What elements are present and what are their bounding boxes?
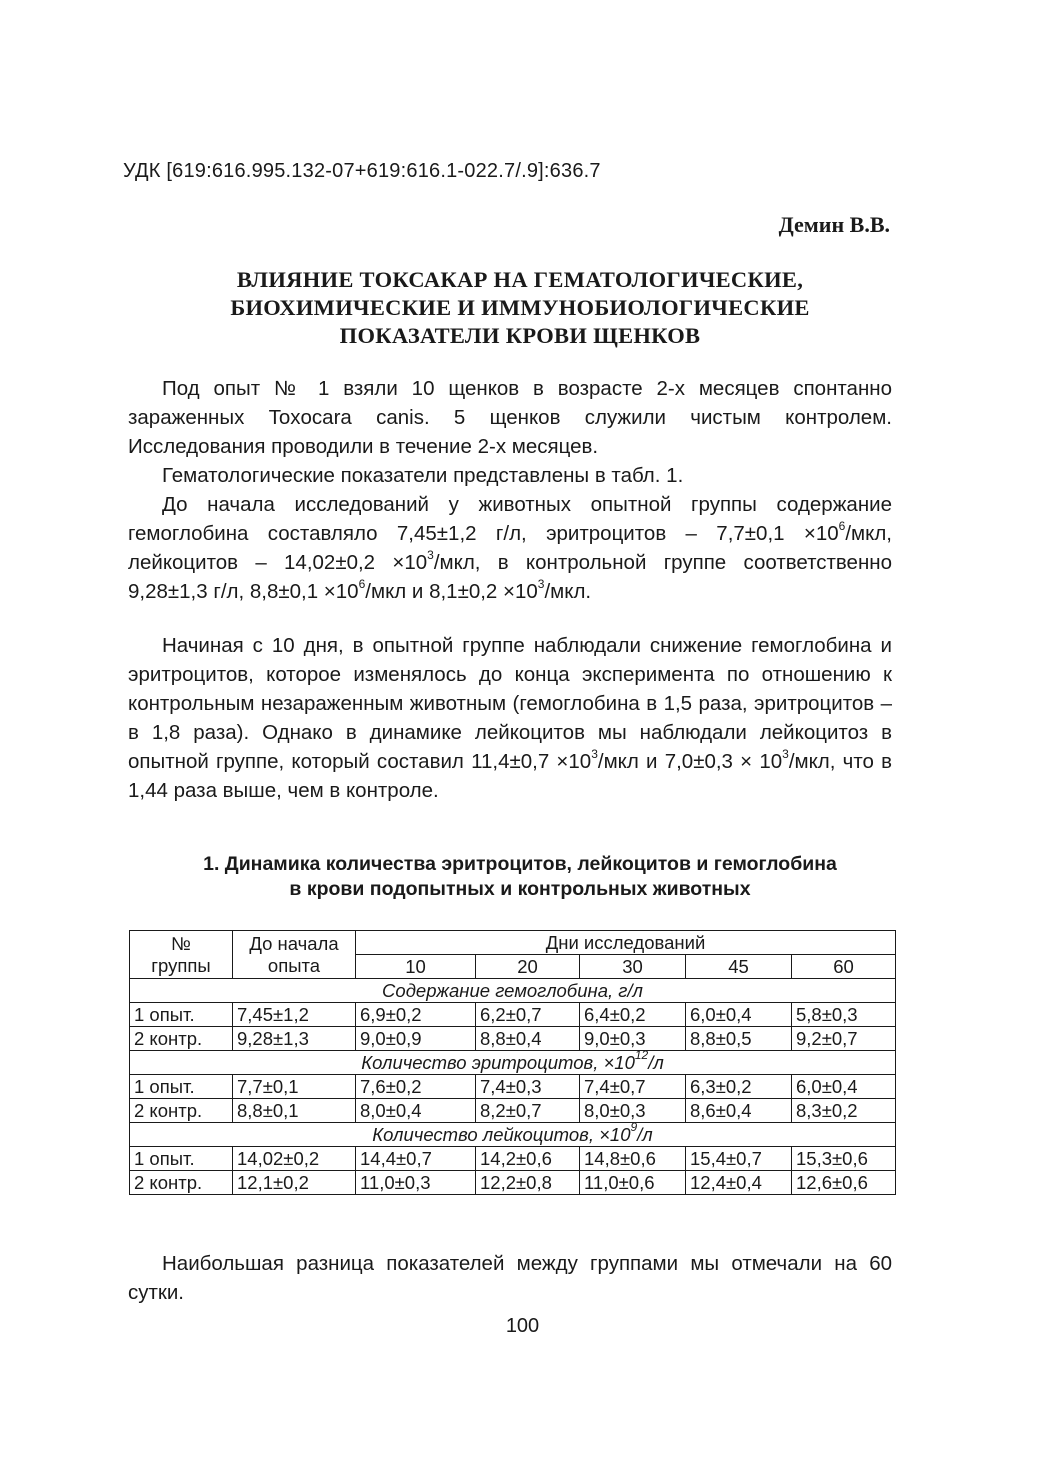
day-header: 60 <box>792 955 896 979</box>
table-header-row <box>130 931 896 955</box>
section-row <box>130 1051 896 1075</box>
value-cell: 9,28±1,3 <box>233 1027 356 1051</box>
section-title-unit: /л <box>648 1051 664 1073</box>
value-cell: 8,3±0,2 <box>792 1099 896 1123</box>
value-cell: 8,0±0,3 <box>580 1099 686 1123</box>
value-cell: 8,8±0,1 <box>233 1099 356 1123</box>
value-cell: 11,0±0,6 <box>580 1171 686 1195</box>
value-cell: 9,0±0,9 <box>356 1027 476 1051</box>
value-cell: 12,1±0,2 <box>233 1171 356 1195</box>
table-body <box>130 979 896 1195</box>
group-cell: 1 опыт. <box>130 1075 233 1099</box>
table-row <box>130 1075 896 1099</box>
value-cell: 8,6±0,4 <box>686 1099 792 1123</box>
value-cell: 6,4±0,2 <box>580 1003 686 1027</box>
section-title-text: Количество лейкоцитов, ×10 <box>372 1123 631 1145</box>
header-days: Дни исследований <box>356 931 896 955</box>
header-text: опыта <box>267 954 321 976</box>
paragraph-3 <box>128 490 892 606</box>
day-header: 20 <box>476 955 580 979</box>
header-text: № <box>171 932 191 954</box>
header-text: До начала <box>249 932 339 954</box>
superscript: 9 <box>630 1120 638 1135</box>
section-title <box>130 979 896 1003</box>
caption-line: 1. Динамика количества эритроцитов, лейкоцитов и гемоглобина <box>203 853 837 875</box>
header-text: группы <box>151 954 211 976</box>
value-cell: 11,0±0,3 <box>356 1171 476 1195</box>
caption-line: в крови подопытных и контрольных животных <box>289 878 751 900</box>
paragraph-4 <box>128 631 892 805</box>
table-row <box>130 1099 896 1123</box>
blood-indices-table <box>129 930 896 1195</box>
section-title <box>130 1048 896 1075</box>
section-title-text: Количество эритроцитов, ×10 <box>361 1051 635 1073</box>
results-text <box>128 631 892 805</box>
section-row <box>130 979 896 1003</box>
superscript: 3 <box>591 747 598 762</box>
value-cell: 9,2±0,7 <box>792 1027 896 1051</box>
text-run: /мкл и 8,1±0,2 ×10 <box>365 580 538 603</box>
title-line: ВЛИЯНИЕ ТОКСАКАР НА ГЕМАТОЛОГИЧЕСКИЕ, <box>236 267 804 292</box>
conclusion-text <box>128 1249 892 1307</box>
value-cell: 7,4±0,3 <box>476 1075 580 1099</box>
superscript: 6 <box>838 519 846 534</box>
superscript: 3 <box>782 747 789 762</box>
paragraph-1: Под опыт № 1 взяли 10 щенков в возрасте 2-х месяцев спонтанно зараженных Toxocara canis. 5 щенков служили чистым контролем. Исследования проводили в течение 2-х месяцев. <box>128 377 892 458</box>
value-cell: 7,45±1,2 <box>233 1003 356 1027</box>
paragraph-5: Наибольшая разница показателей между группами мы отмечали на 60 сутки. <box>128 1252 892 1304</box>
value-cell: 12,4±0,4 <box>686 1171 792 1195</box>
table-row <box>130 1171 896 1195</box>
title-line: ПОКАЗАТЕЛИ КРОВИ ЩЕНКОВ <box>339 323 701 348</box>
header-group-no <box>130 931 233 979</box>
value-cell: 14,8±0,6 <box>580 1147 686 1171</box>
value-cell: 8,0±0,4 <box>356 1099 476 1123</box>
table-row <box>130 1003 896 1027</box>
day-header: 10 <box>356 955 476 979</box>
group-cell: 1 опыт. <box>130 1003 233 1027</box>
text-run: /мкл, в контрольной группе соответственно 9,28±1,3 г/л, 8,8±0,1 ×10 <box>128 551 892 603</box>
value-cell: 8,2±0,7 <box>476 1099 580 1123</box>
day-header: 45 <box>686 955 792 979</box>
section-title-text: Содержание гемоглобина, г/л <box>382 979 643 1001</box>
group-cell: 2 контр. <box>130 1027 233 1051</box>
text-run: /мкл, что в 1,44 раза выше, чем в контроле. <box>128 750 892 802</box>
group-cell: 2 контр. <box>130 1099 233 1123</box>
value-cell: 5,8±0,3 <box>792 1003 896 1027</box>
title-line: БИОХИМИЧЕСКИЕ И ИММУНОБИОЛОГИЧЕСКИЕ <box>230 295 810 320</box>
author-name: Демин В.В. <box>778 212 890 237</box>
group-cell: 1 опыт. <box>130 1147 233 1171</box>
superscript: 3 <box>427 548 434 563</box>
value-cell: 15,4±0,7 <box>686 1147 792 1171</box>
text-run: /мкл, лейкоцитов – 14,02±0,2 ×10 <box>128 522 892 574</box>
value-cell: 14,4±0,7 <box>356 1147 476 1171</box>
value-cell: 15,3±0,6 <box>792 1147 896 1171</box>
value-cell: 8,8±0,4 <box>476 1027 580 1051</box>
superscript: 12 <box>634 1048 649 1063</box>
value-cell: 6,0±0,4 <box>792 1075 896 1099</box>
section-title-unit: /л <box>637 1123 653 1145</box>
value-cell: 6,9±0,2 <box>356 1003 476 1027</box>
table-caption <box>120 852 920 902</box>
superscript: 3 <box>537 577 545 592</box>
intro-text <box>128 374 892 606</box>
group-cell: 2 контр. <box>130 1171 233 1195</box>
value-cell: 6,2±0,7 <box>476 1003 580 1027</box>
value-cell: 7,7±0,1 <box>233 1075 356 1099</box>
article-title <box>120 266 920 350</box>
text-run: /мкл и 7,0±0,3 × 10 <box>597 750 783 773</box>
value-cell: 7,6±0,2 <box>356 1075 476 1099</box>
value-cell: 9,0±0,3 <box>580 1027 686 1051</box>
text-run: Начиная с 10 дня, в опытной группе наблюдали снижение гемоглобина и эритроцитов, которое изменялось до конца эксперимента по отношению к контрольным незараженным животным (гемоглобина в 1,5 раза, эритроцитов – в 1,8 раза). Однако в динамике лейкоцитов мы наблюдали лейкоцитоз в опытной группе, который составил 11,4±0,7 ×10 <box>128 634 892 773</box>
text-run: /мкл. <box>544 580 592 603</box>
value-cell: 6,3±0,2 <box>686 1075 792 1099</box>
superscript: 6 <box>358 577 366 592</box>
page-number: 100 <box>505 1315 540 1337</box>
value-cell: 8,8±0,5 <box>686 1027 792 1051</box>
header-before <box>233 931 356 979</box>
value-cell: 7,4±0,7 <box>580 1075 686 1099</box>
table-row <box>130 1147 896 1171</box>
day-header: 30 <box>580 955 686 979</box>
udc-code: УДК [619:616.995.132-07+619:616.1-022.7/.9]:636.7 <box>123 160 601 182</box>
value-cell: 12,6±0,6 <box>792 1171 896 1195</box>
section-title <box>130 1120 896 1147</box>
value-cell: 14,2±0,6 <box>476 1147 580 1171</box>
value-cell: 12,2±0,8 <box>476 1171 580 1195</box>
value-cell: 6,0±0,4 <box>686 1003 792 1027</box>
table-row <box>130 1027 896 1051</box>
section-row <box>130 1123 896 1147</box>
text-run: До начала исследований у животных опытной группы содержание гемоглобина составляло 7,45±1,2 г/л, эритроцитов – 7,7±0,1 ×10 <box>128 493 892 545</box>
value-cell: 14,02±0,2 <box>233 1147 356 1171</box>
paragraph-2: Гематологические показатели представлены в табл. 1. <box>162 464 684 487</box>
